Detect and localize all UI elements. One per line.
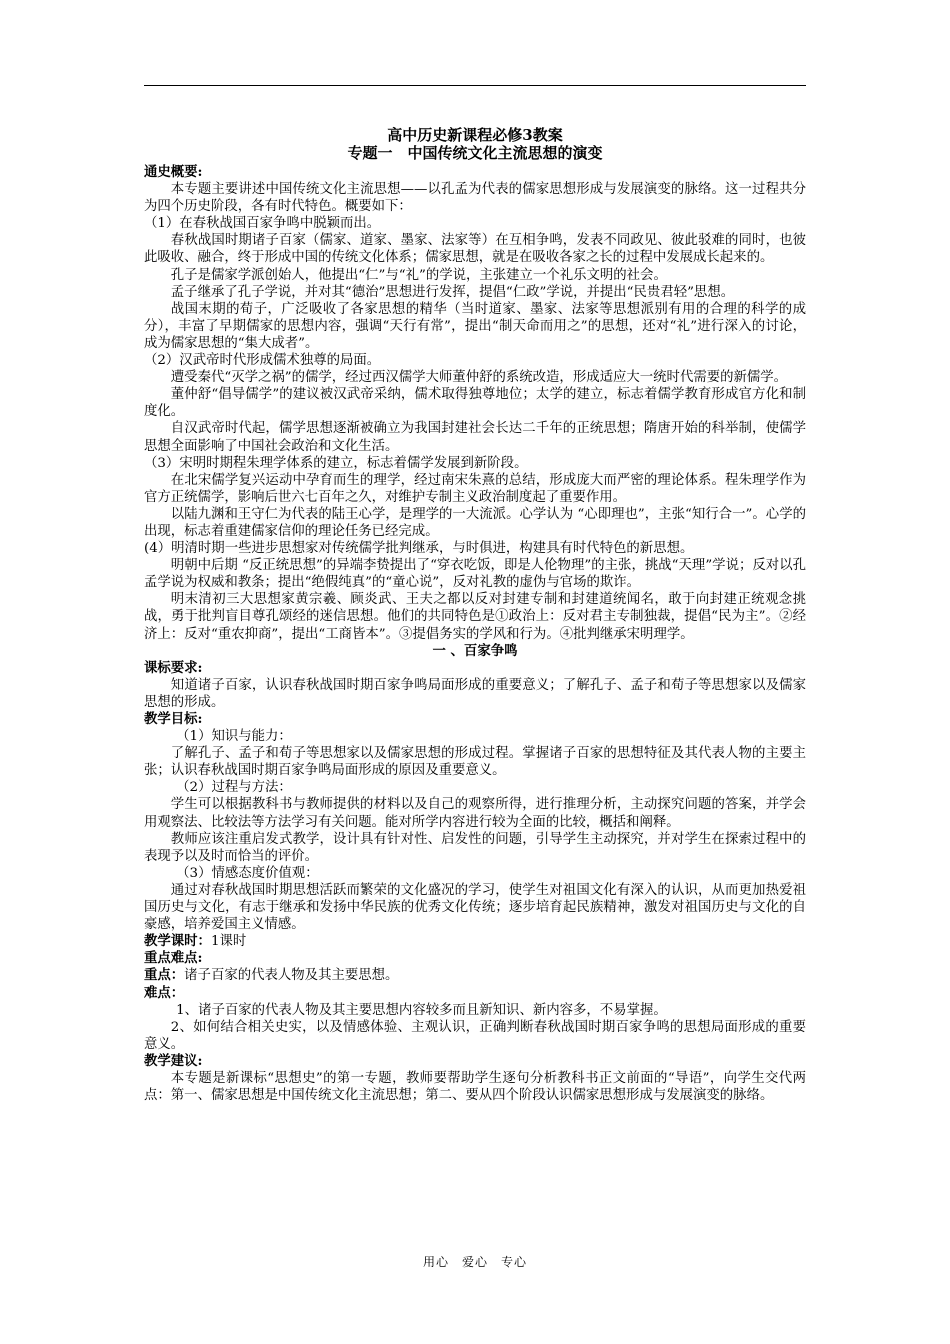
paragraph: 明末清初三大思想家黄宗羲、顾炎武、王夫之都以反对封建专制和封建道统闻名，敢于向封建正统观念挑战，勇于批判盲目尊孔颂经的迷信思想。他们的共同特色是①政治上：反对君主专制独裁，提倡“民为主”。②经济上：反对“重农抑商”，提出“工商皆本”。③提倡务实的学风和行为。④批判继承宋明理学。: [144, 592, 806, 642]
paragraph: 董仲舒“倡导儒学”的建议被汉武帝采纳，儒术取得独尊地位；太学的建立，标志着儒学教育形成官方化和制度化。: [144, 387, 806, 420]
key-difficult-heading: 重点难点:: [144, 950, 203, 967]
paragraph: 教师应该注重启发式教学，设计具有针对性、启发性的问题，引导学生主动探究，并对学生在探索过程中的表现予以及时而恰当的评价。: [144, 831, 806, 864]
goal-1-label: （1）知识与能力：: [176, 729, 292, 745]
paragraph: 通过对春秋战国时期思想活跃而繁荣的文化盛况的学习，使学生对祖国文化有深入的认识，从而更加热爱祖国历史与文化，有志于继承和发扬中华民族的优秀文化传统；逐步培育起民族精神，激发对祖国历史与文化的自豪感，培养爱国主义情感。: [144, 882, 806, 933]
overview-intro: 本专题主要讲述中国传统文化主流思想——以孔孟为代表的儒家思想形成与发展演变的脉络。这一过程共分为四个历史阶段，各有时代特色。概要如下：: [144, 182, 806, 215]
paragraph: 明朝中后期 “反正统思想”的异端李贽提出了“穿衣吃饭，即是人伦物理”的主张，挑战“天理”学说；反对以孔孟学说为权威和教条；提出“绝假纯真”的“童心说”，反对礼教的虚伪与官场的欺诈。: [144, 558, 806, 591]
hours-label: 教学课时：: [144, 933, 211, 950]
paragraph: 春秋战国时期诸子百家（儒家、道家、墨家、法家等）在互相争鸣，发表不同政见、彼此驳难的同时，也彼此吸收、融合，终于形成中国的传统文化体系；儒家思想，就是在吸收各家之长的过程中发展成长起来的。: [144, 233, 806, 266]
goal-3-label: （3）情感态度价值观：: [176, 865, 319, 881]
paragraph: 战国末期的荀子，广泛吸收了各家思想的精华（当时道家、墨家、法家等思想派别有用的合理的科学的成分），丰富了早期儒家的思想内容，强调“天行有常”，提出“制天命而用之”的思想，还对“礼”进行深入的讨论，成为儒家思想的“集大成者”。: [144, 301, 806, 351]
goals-heading: 教学目标:: [144, 711, 203, 727]
stage-3-heading: （3）宋明时期程朱理学体系的建立，标志着儒学发展到新阶段。: [144, 455, 528, 471]
paragraph: 孔子是儒家学派创始人，他提出“仁”与“礼”的学说，主张建立一个礼乐文明的社会。: [170, 267, 667, 283]
key-point: [144, 967, 806, 984]
stage-4-heading: (4）明清时期一些进步思想家对传统儒学批判继承，与时俱进，构建具有时代特色的新思想。: [144, 541, 694, 557]
paragraph: 知道诸子百家，认识春秋战国时期百家争鸣局面形成的重要意义；了解孔子、孟子和荀子等思想家以及儒家思想的形成。: [144, 677, 806, 710]
header-rule: [144, 85, 806, 86]
difficulty-label: 难点：: [144, 984, 185, 1001]
teaching-hours: [144, 933, 806, 950]
page-footer: 用心 爱心 专心: [422, 1255, 527, 1269]
stage-2-heading: （2）汉武帝时代形成儒术独尊的局面。: [144, 353, 381, 369]
paragraph: 孟子继承了孔子学说，并对其“德治”思想进行发挥，提倡“仁政”学说，并提出“民贵君轻”思想。: [170, 284, 735, 300]
paragraph: 以陆九渊和王守仁为代表的陆王心学，是理学的一大流派。心学认为 “心即理也”，主张“知行合一”。心学的出现，标志着重建儒家信仰的理论任务已经完成。: [144, 506, 806, 539]
difficulty-2: 2、如何结合相关史实，以及情感体验、主观认识，正确判断春秋战国时期百家争鸣的思想局面形成的重要意义。: [144, 1019, 806, 1052]
paragraph: 在北宋儒学复兴运动中孕育而生的理学，经过南宋朱熹的总结，形成庞大而严密的理论体系。程朱理学作为官方正统儒学，影响后世六七百年之久，对维护专制主义政治制度起了重要作用。: [144, 472, 806, 505]
goal-2-label: （2）过程与方法：: [176, 780, 292, 796]
key-text: 诸子百家的代表人物及其主要思想。: [184, 968, 399, 984]
document-title: 高中历史新课程必修3教案: [387, 126, 563, 144]
document-body: [144, 126, 806, 1104]
paragraph: 自汉武帝时代起，儒学思想逐渐被确立为我国封建社会长达二千年的正统思想；隋唐开始的科举制，使儒学思想全面影响了中国社会政治和文化生活。: [144, 421, 806, 454]
hours-value: 1课时: [210, 934, 247, 950]
overview-heading: 通史概要:: [144, 164, 203, 180]
paragraph: 本专题是新课标“思想史”的第一专题，教师要帮助学生逐句分析教科书正文前面的“导语”，向学生交代两点：第一、儒家思想是中国传统文化主流思想；第二、要从四个阶段认识儒家思想形成与发展演变的脉络。: [144, 1070, 806, 1104]
standard-heading: 课标要求:: [144, 659, 203, 676]
difficulty-1: 1、诸子百家的代表人物及其主要思想内容较多而且新知识、新内容多，不易掌握。: [176, 1002, 667, 1018]
document-subtitle: 专题一 中国传统文化主流思想的演变: [347, 144, 603, 162]
paragraph: 学生可以根据教科书与教师提供的材料以及自己的观察所得，进行推理分析，主动探究问题的答案，并学会用观察法、比较法等方法学习有关问题。能对所学内容进行较为全面的比较，概括和阐释。: [144, 797, 806, 830]
paragraph: 了解孔子、孟子和荀子等思想家以及儒家思想的形成过程。掌握诸子百家的思想特征及其代表人物的主要主张；认识春秋战国时期百家争鸣局面形成的原因及重要意义。: [144, 746, 806, 779]
paragraph: 遭受秦代“灭学之祸”的儒学，经过西汉儒学大师董仲舒的系统改造，形成适应大一统时代需要的新儒学。: [170, 370, 788, 386]
suggestion-heading: 教学建议:: [144, 1052, 203, 1069]
section-heading: 一 、百家争鸣: [432, 642, 518, 659]
stage-1-heading: （1）在春秋战国百家争鸣中脱颖而出。: [144, 216, 381, 232]
key-label: 重点：: [144, 967, 185, 984]
